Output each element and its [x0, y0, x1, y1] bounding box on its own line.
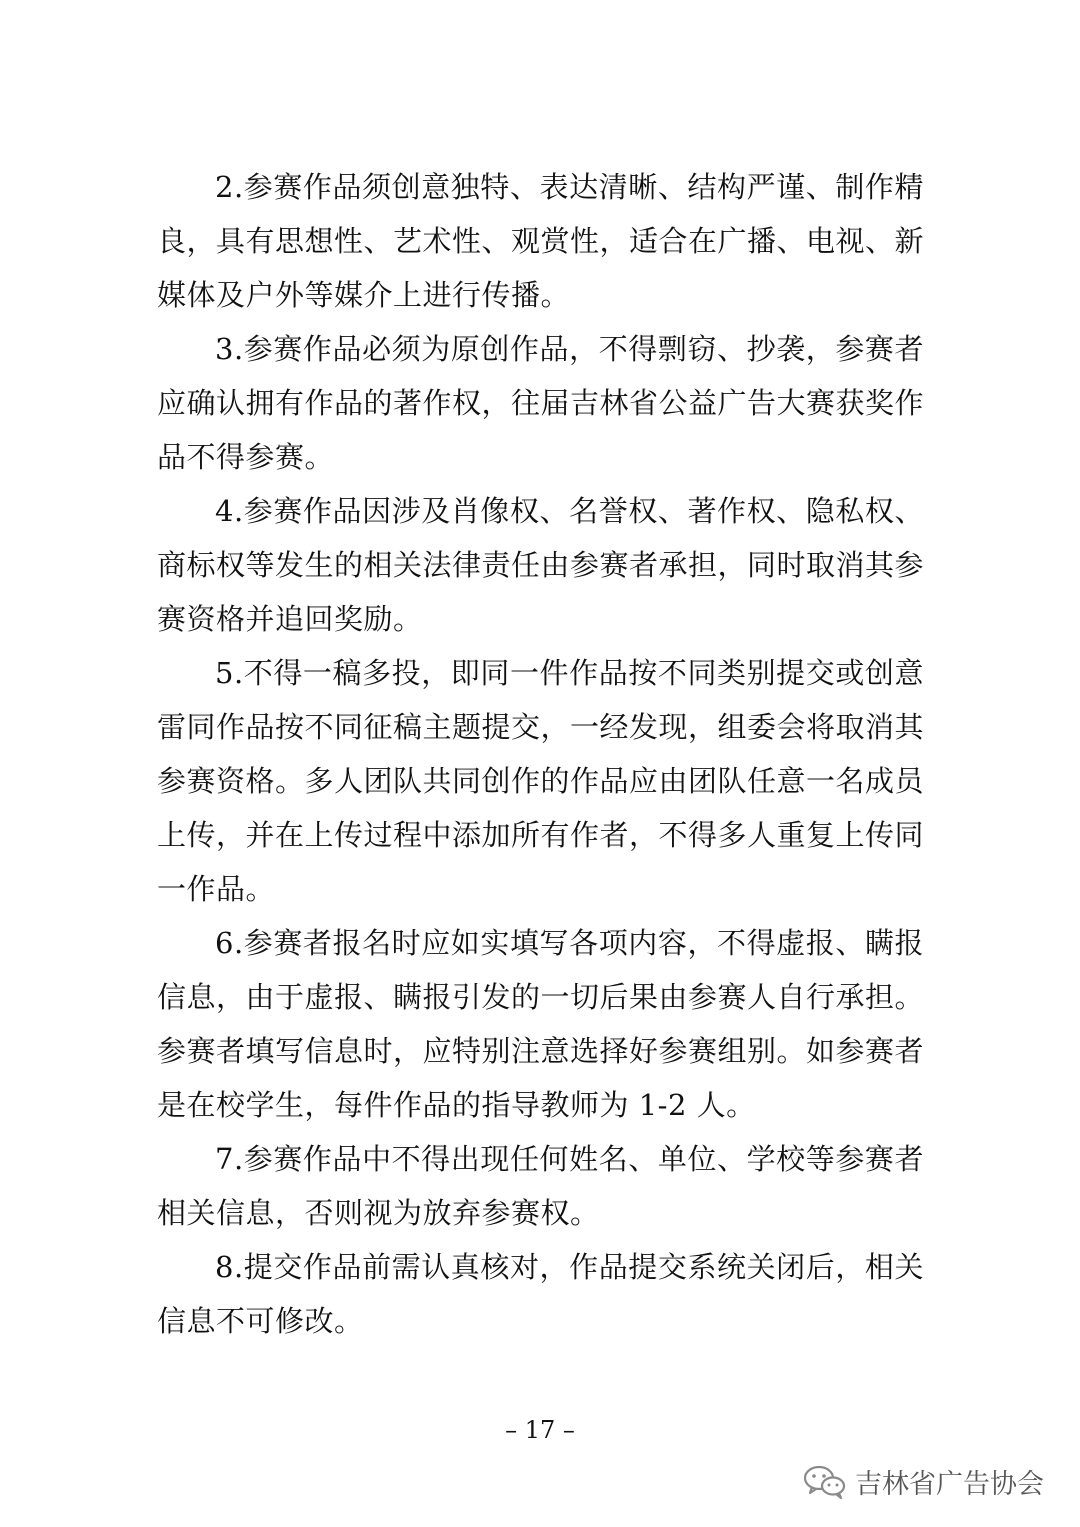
paragraph-item-8: 8.提交作品前需认真核对，作品提交系统关闭后，相关信息不可修改。: [157, 1250, 924, 1338]
document-body: [157, 160, 924, 1348]
paragraph-item-4: 4.参赛作品因涉及肖像权、名誉权、著作权、隐私权、商标权等发生的相关法律责任由参赛者承担，同时取消其参赛资格并追回奖励。: [157, 494, 925, 636]
page-number: – 17 –: [505, 1416, 575, 1444]
watermark-text: 吉林省广告协会: [855, 1469, 1044, 1500]
wechat-icon: [803, 1464, 847, 1500]
paragraph-item-3: 3.参赛作品必须为原创作品，不得剽窃、抄袭，参赛者应确认拥有作品的著作权，往届吉林省公益广告大赛获奖作品不得参赛。: [157, 332, 925, 474]
paragraph-item-6: 6.参赛者报名时应如实填写各项内容，不得虚报、瞒报信息，由于虚报、瞒报引发的一切后果由参赛人自行承担。参赛者填写信息时，应特别注意选择好参赛组别。如参赛者是在校学生，每件作品的指导教师为 1-2 人。: [157, 926, 925, 1122]
paragraph-item-2: 2.参赛作品须创意独特、表达清晰、结构严谨、制作精良，具有思想性、艺术性、观赏性，适合在广播、电视、新媒体及户外等媒介上进行传播。: [157, 170, 925, 312]
watermark: [803, 1462, 1044, 1501]
paragraph-item-5: 5.不得一稿多投，即同一件作品按不同类别提交或创意雷同作品按不同征稿主题提交，一经发现，组委会将取消其参赛资格。多人团队共同创作的作品应由团队任意一名成员上传，并在上传过程中添加所有作者，不得多人重复上传同一作品。: [157, 656, 925, 906]
paragraph-item-7: 7.参赛作品中不得出现任何姓名、单位、学校等参赛者相关信息，否则视为放弃参赛权。: [157, 1142, 924, 1230]
